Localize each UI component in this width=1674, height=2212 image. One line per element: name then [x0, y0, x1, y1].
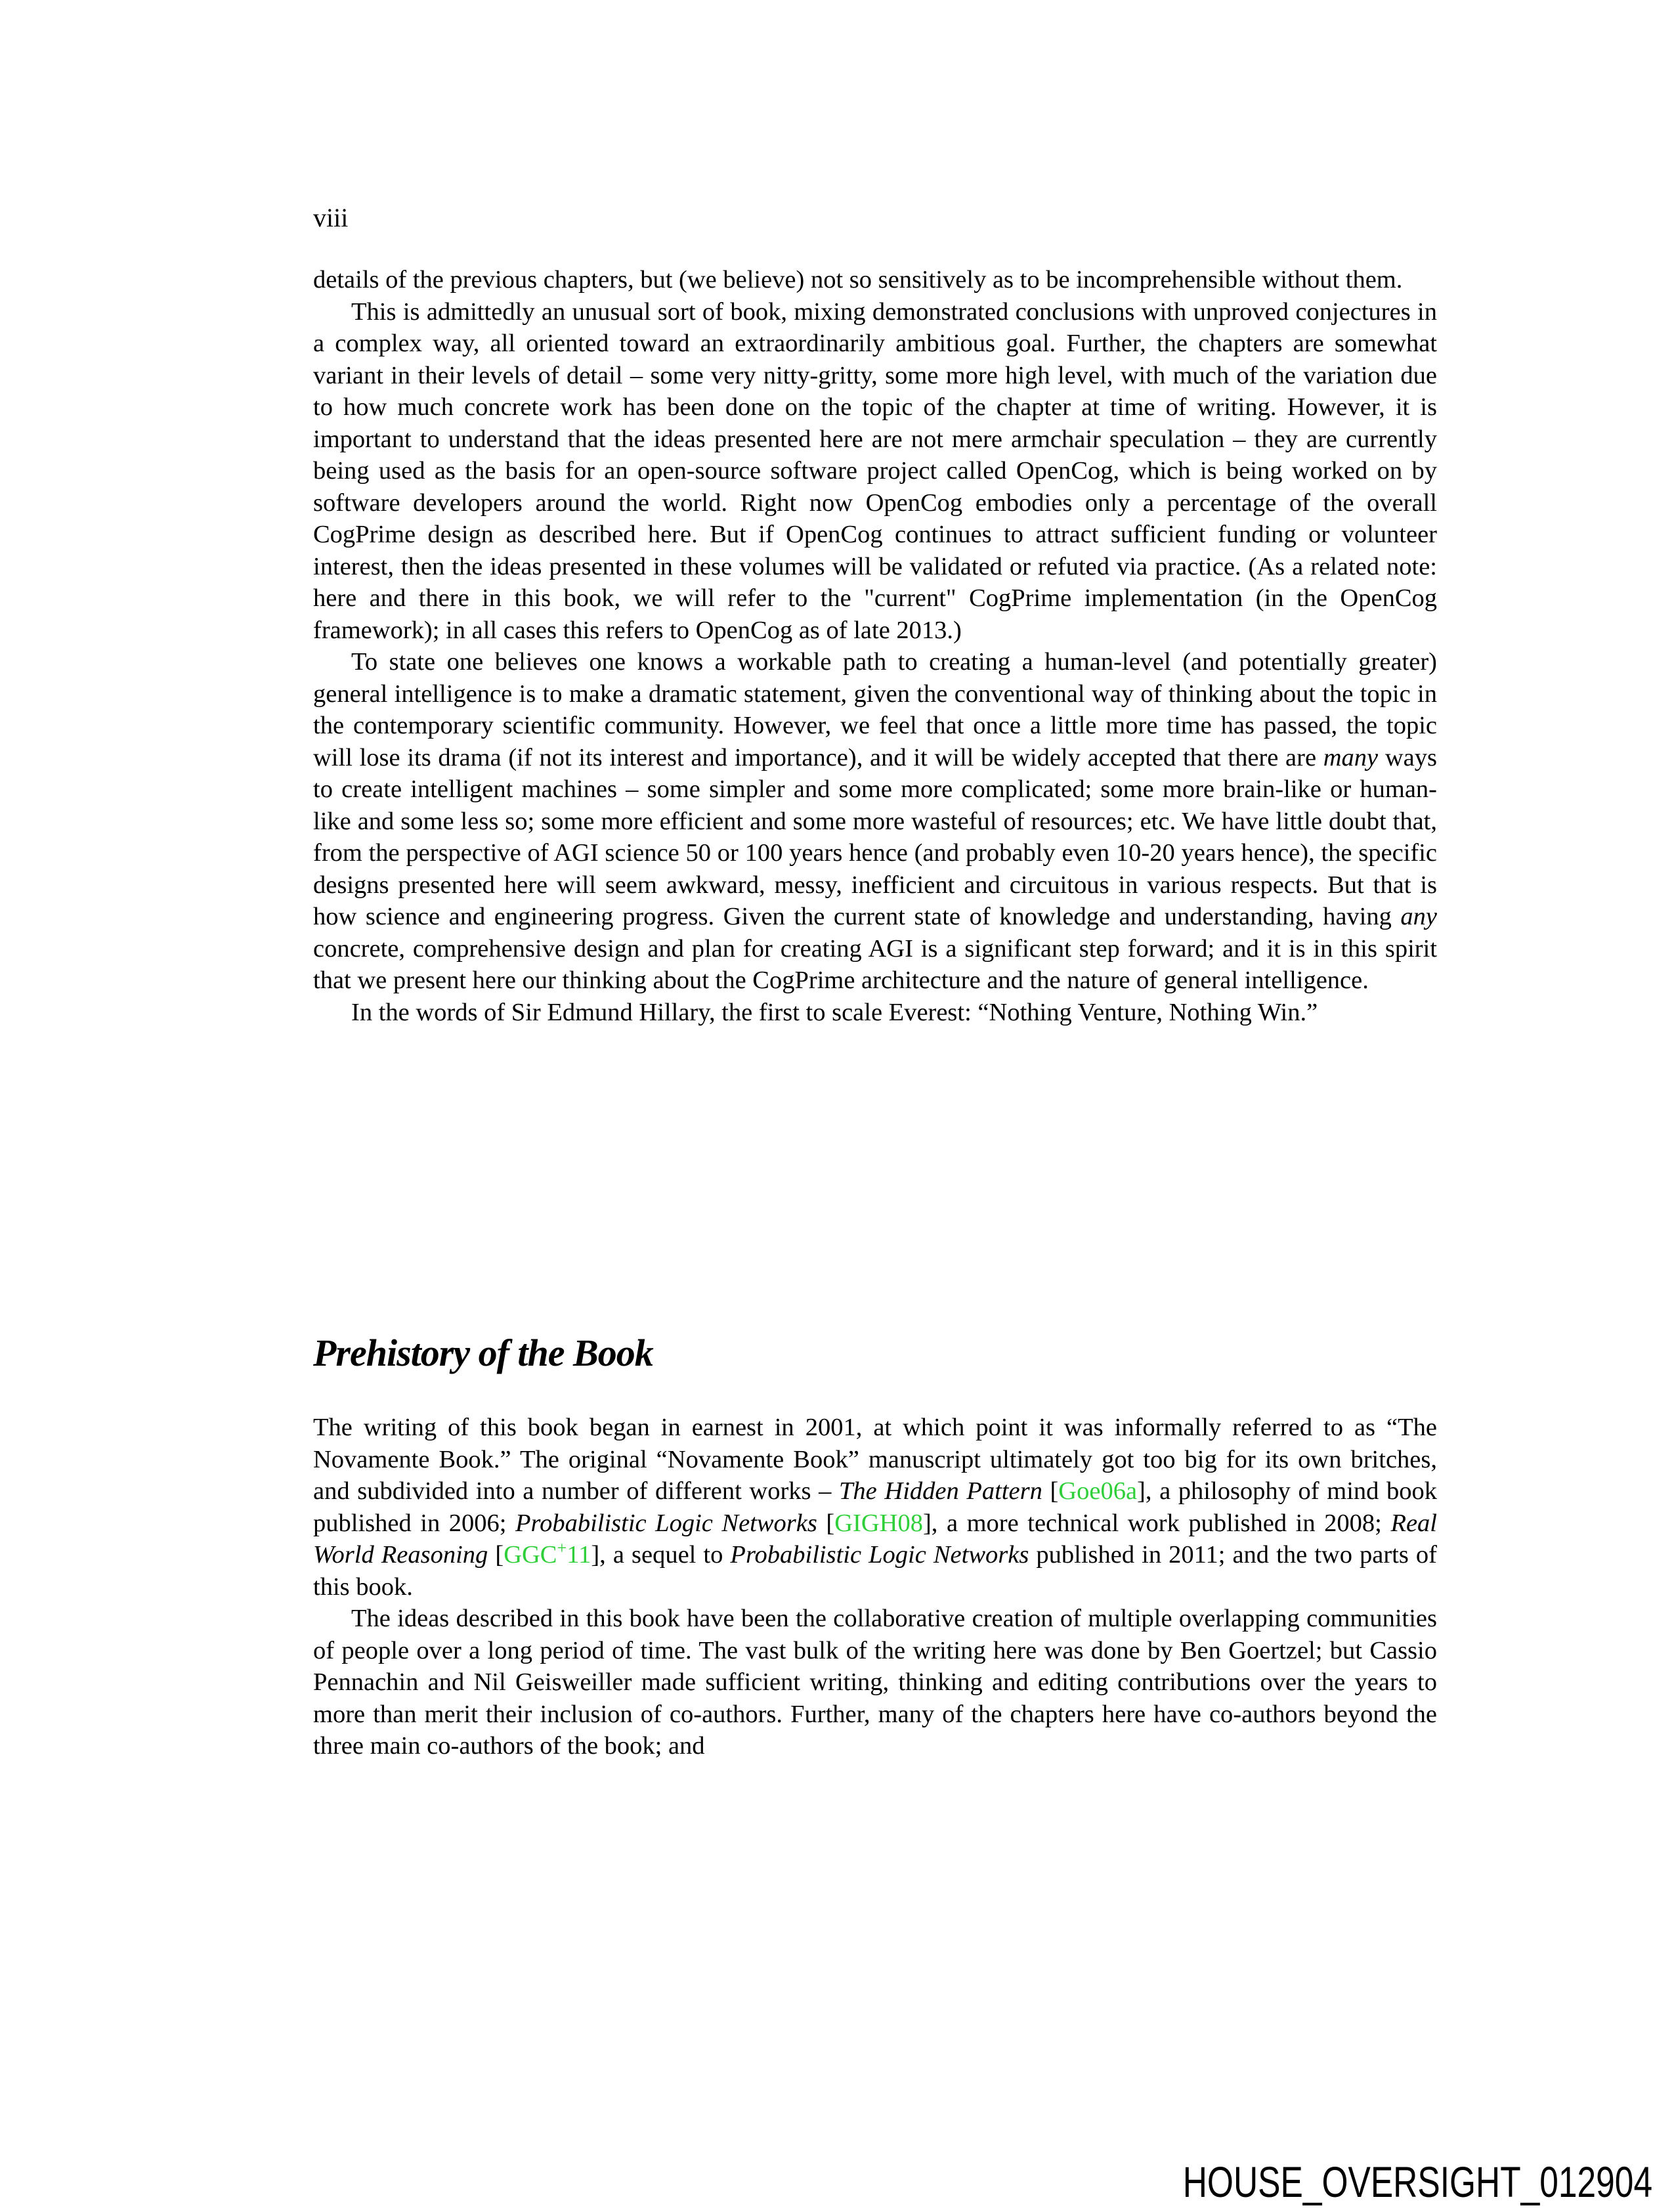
citation-link[interactable]: GIGH08: [834, 1509, 923, 1537]
citation-link[interactable]: 11: [567, 1541, 591, 1569]
front-matter-text: [313, 264, 1437, 1028]
section-heading-prehistory: Prehistory of the Book: [313, 1332, 653, 1374]
page-number: viii: [313, 203, 349, 232]
citation-link[interactable]: Goe06a: [1058, 1477, 1138, 1505]
prehistory-section-text: [313, 1412, 1437, 1762]
citation-link[interactable]: GGC: [504, 1541, 557, 1569]
citation-link[interactable]: +: [557, 1538, 567, 1558]
paragraph-unusual-book: This is admittedly an unusual sort of book, mixing demonstrated conclusions with unproved conjectures in a complex way, all oriented toward an extraordinarily ambitious goal. Further, the chapters are somewhat variant in their levels of detail – some very nitty-gritty, some more high level, with much of the variation due to how much concrete work has been done on the topic of the chapter at time of writing. However, it is important to understand that the ideas presented here are not mere armchair speculation – they are currently being used as the basis for an open-source software project called OpenCog, which is being worked on by software developers around the world. Right now OpenCog embodies only a percentage of the overall CogPrime design as described here. But if OpenCog continues to attract sufficient funding or volunteer interest, then the ideas presented in these volumes will be validated or refuted via practice. (As a related note: here and there in this book, we will refer to the "current" CogPrime implementation (in the OpenCog framework); in all cases this refers to OpenCog as of late 2013.): [313, 297, 1437, 644]
paragraph-hillary-quote: In the words of Sir Edmund Hillary, the first to scale Everest: “Nothing Venture, Nothing Win.”: [351, 998, 1318, 1026]
bates-stamp-watermark: HOUSE_OVERSIGHT_012904: [1182, 2158, 1652, 2206]
paragraph-to-state: To state one believes one knows a workable path to creating a human-level (and potentially greater) general intelligence is to make a dramatic statement, given the conventional way of thinking about the topic in the contemporary scientific community. However, we feel that once a little more time has passed, the topic will lose its drama (if not its interest and importance), and it will be widely accepted that there are many ways to create intelligent machines – some simpler and some more complicated; some more brain-like or human-like and some less so; some more efficient and some more wasteful of resources; etc. We have little doubt that, from the perspective of AGI science 50 or 100 years hence (and probably even 10-20 years hence), the specific designs presented here will seem awkward, messy, inefficient and circuitous in various respects. But that is how science and engineering progress. Given the current state of knowledge and understanding, having any concrete, comprehensive design and plan for creating AGI is a significant step forward; and it is in this spirit that we present here our thinking about the CogPrime architecture and the nature of general intelligence.: [313, 648, 1437, 994]
paragraph-writing-began: The writing of this book began in earnest in 2001, at which point it was informally referred to as “The Novamente Book.” The original “Novamente Book” manuscript ultimately got too big for its own britches, and subdivided into a number of different works – The Hidden Pattern [Goe06a], a philosophy of mind book published in 2006; Probabilistic Logic Networks [GIGH08], a more technical work published in 2008; Real World Reasoning [GGC+11], a sequel to Probabilistic Logic Networks published in 2011; and the two parts of this book.: [313, 1414, 1438, 1601]
paragraph-collaborative-creation: The ideas described in this book have been the collaborative creation of multiple overlapping communities of people over a long period of time. The vast bulk of the writing here was done by Ben Goertzel; but Cassio Pennachin and Nil Geisweiller made sufficient writing, thinking and editing contributions over the years to more than merit their inclusion of co-authors. Further, many of the chapters here have co-authors beyond the three main co-authors of the book; and: [313, 1605, 1437, 1760]
paragraph-continuation: details of the previous chapters, but (we believe) not so sensitively as to be incomprehensible without them.: [313, 266, 1403, 293]
